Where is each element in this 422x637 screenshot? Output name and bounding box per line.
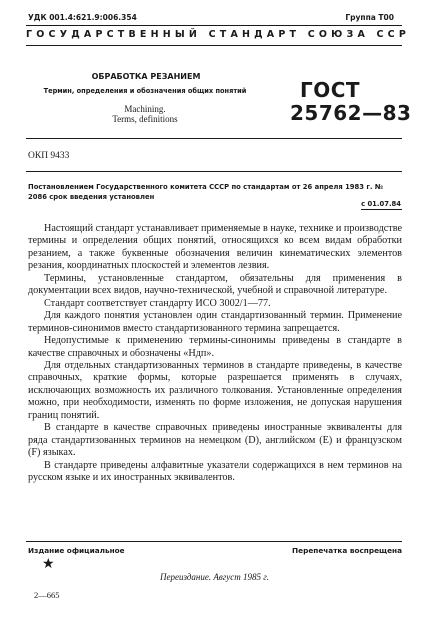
paragraph: Недопустимые к применению термины-синонимы приведены в стандарте в качестве справочных и обозначены «Ндп».: [28, 335, 402, 359]
footer-rule: [26, 541, 402, 542]
paragraph: В стандарте приведены алфавитные указатели содержащихся в нем терминов на русском языке и их иностранных эквивалентов.: [28, 459, 402, 484]
reprint-notice: Перепечатка воспрещена: [292, 546, 402, 555]
paragraph: В стандарте в качестве справочных приведены иностранные эквиваленты для ряда стандартизованных терминов на немецком (D), английском (E) и французском (F) языках.: [28, 422, 402, 459]
standard-banner: ГОСУДАРСТВЕННЫЙ СТАНДАРТ СОЮЗА ССР: [26, 29, 411, 40]
star-icon: ★: [42, 557, 55, 572]
okp-rule: [26, 171, 402, 172]
title-rule: [26, 138, 402, 139]
paragraph: Для каждого понятия установлен один стандартизованный термин. Применение терминов-синонимов вместо стандартизованного термина запрещается.: [28, 310, 402, 334]
top-rule: [26, 25, 402, 26]
udk-code: УДК 001.4:621.9:006.354: [28, 13, 137, 22]
reissue-note: Переиздание. Август 1985 г.: [160, 572, 269, 582]
banner-rule: [26, 45, 402, 46]
okp-code: ОКП 9433: [28, 151, 70, 161]
body-text: [28, 213, 402, 485]
paragraph: Для отдельных стандартизованных терминов в стандарте приведены, в качестве справочных, краткие формы, которые разрешается применять в случаях, исключающих возможность их различного толкования. Установленные определения можно, при необходимости, изменять по форме изложения, не допуская нарушения границ понятий.: [28, 359, 402, 421]
document-subtitle: Термин, определения и обозначения общих понятий: [43, 87, 247, 95]
english-title-line2: Terms, definitions: [112, 114, 178, 124]
paragraph: Настоящий стандарт устанавливает применяемые в науке, технике и производстве термины и определения общих понятий, относящихся ко всем видам обработки резанием, а также буквенные обозначения величин кинематических элементов резания, координатных плоскостей и элементов лезвия.: [28, 223, 402, 272]
document-title: ОБРАБОТКА РЕЗАНИЕМ: [91, 72, 201, 81]
paragraph: Термины, установленные стандартом, обязательны для применения в документации всех видов, научно-технической, учебной и справочной литературе.: [28, 272, 402, 297]
english-title-line1: Machining.: [124, 104, 166, 114]
official-edition-label: Издание официальное: [28, 546, 125, 555]
decree-text: Постановлением Государственного комитета СССР по стандартам от 26 апреля 1983 г. № 2086 срок введения установлен: [28, 183, 384, 201]
group-code: Группа Т00: [345, 13, 394, 22]
gost-number: 25762—83: [290, 101, 412, 125]
page-number: 2—665: [34, 590, 60, 600]
effective-date: с 01.07.84: [361, 200, 401, 208]
paragraph: Стандарт соответствует стандарту ИСО 3002/1—77.: [44, 297, 271, 309]
gost-label: ГОСТ: [300, 78, 361, 102]
